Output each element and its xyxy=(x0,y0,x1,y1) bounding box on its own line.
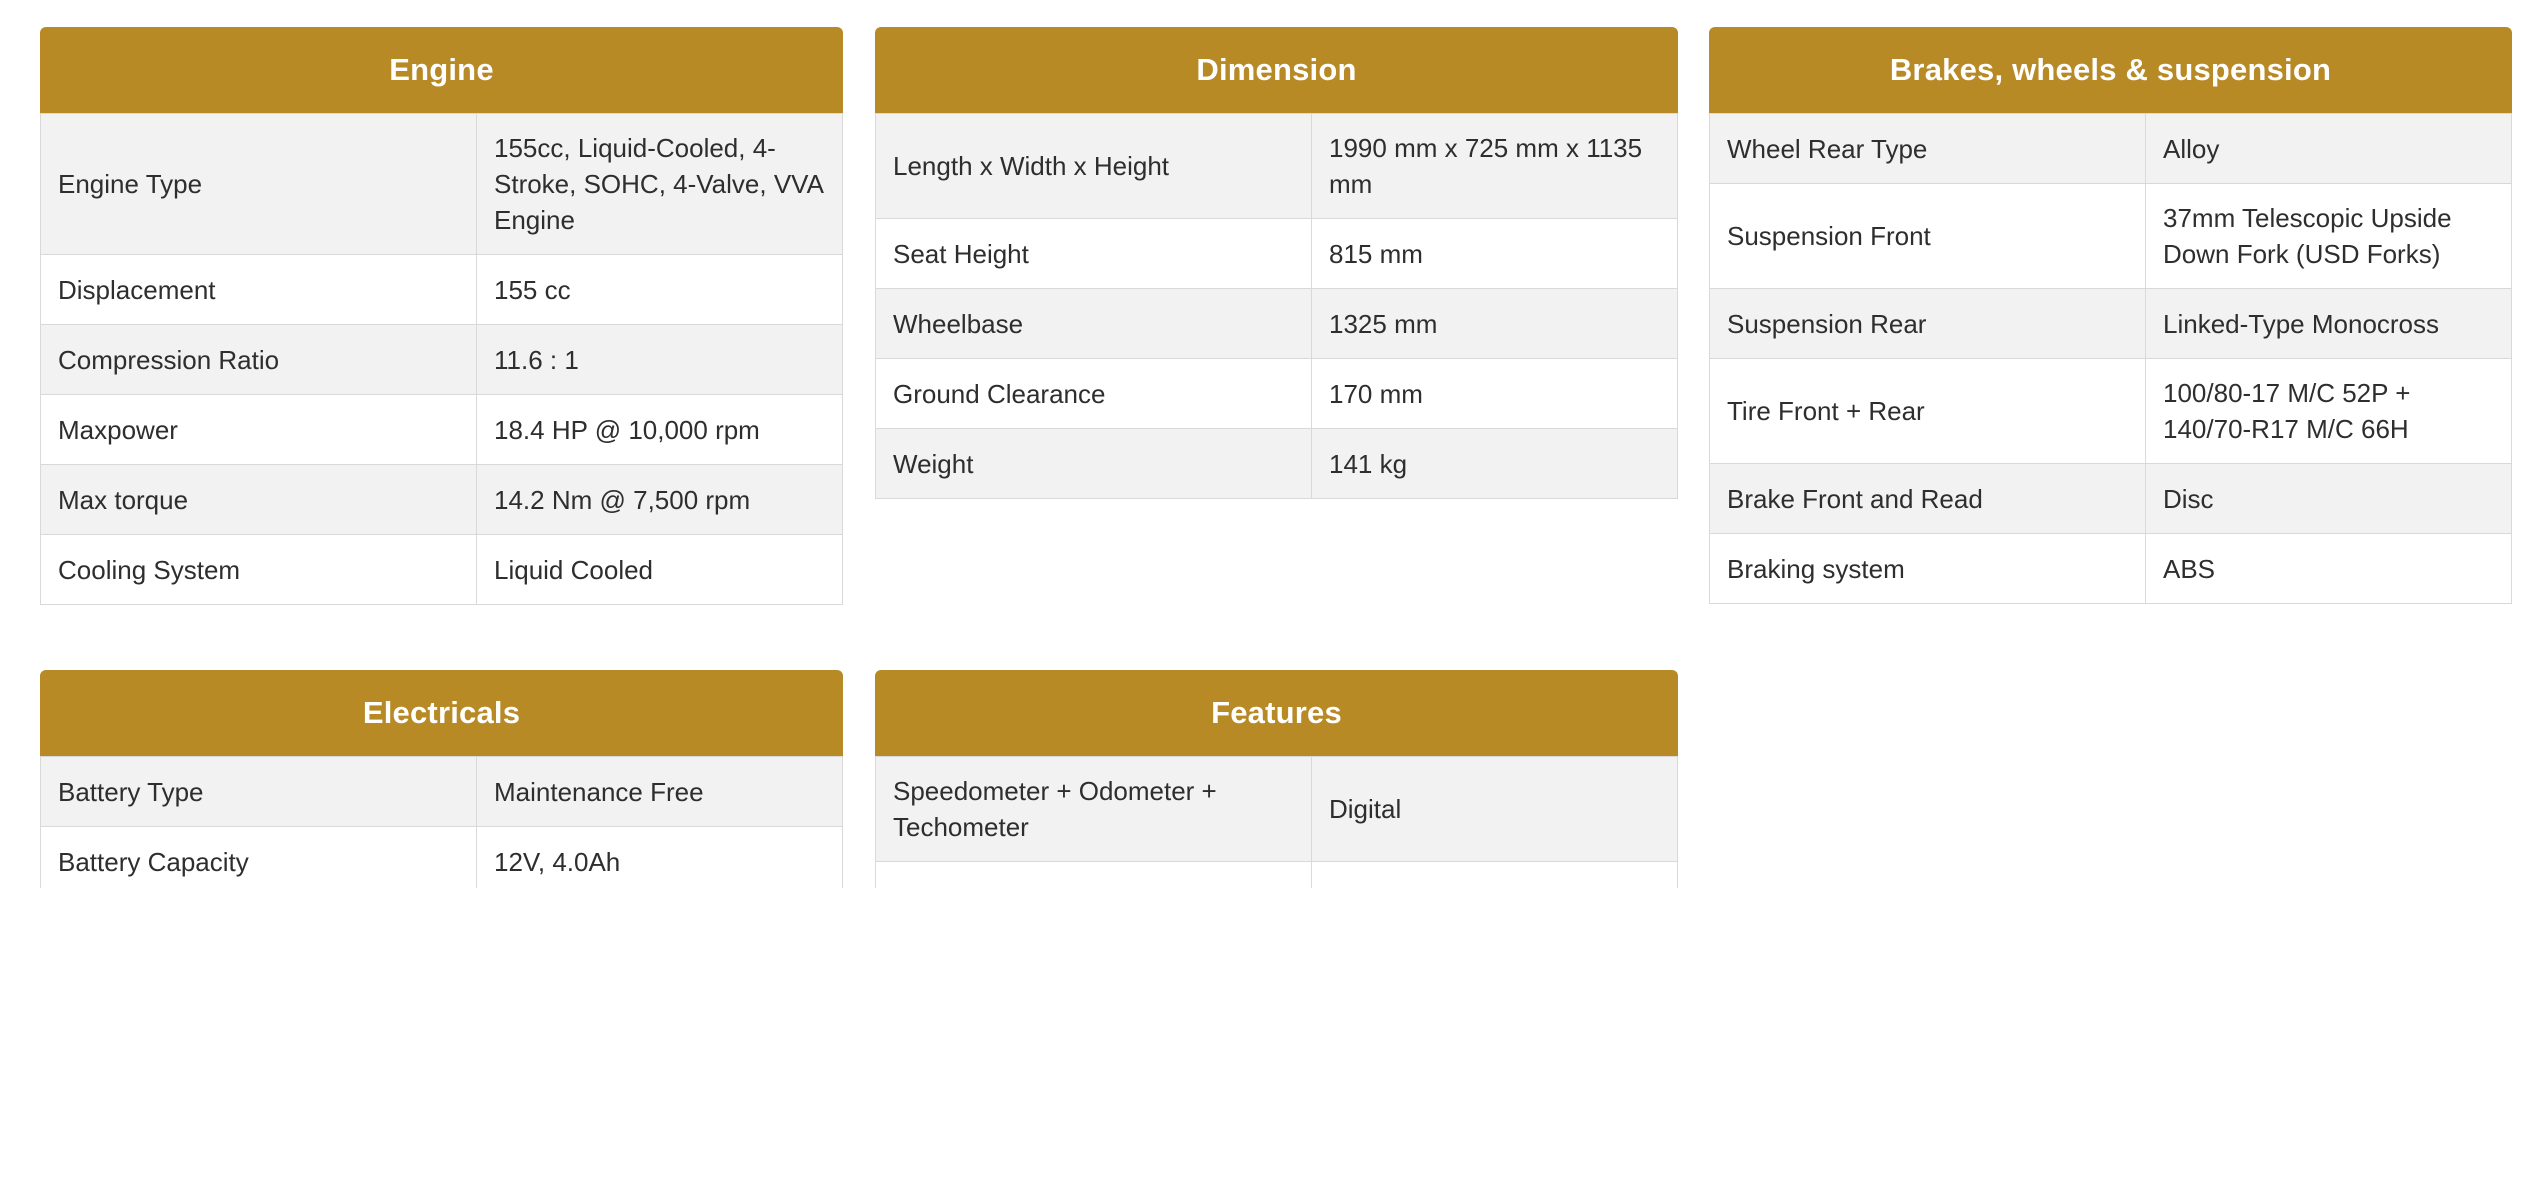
table-row xyxy=(41,827,843,889)
table-row xyxy=(41,757,843,827)
dimension-header: Dimension xyxy=(875,27,1678,113)
table-row xyxy=(41,255,843,325)
spec-label: Maxpower xyxy=(41,395,477,465)
dimension-spec-card xyxy=(875,27,1678,499)
spec-label: Engine Type xyxy=(41,114,477,255)
spec-label: Displacement xyxy=(41,255,477,325)
spec-value: Alloy xyxy=(2146,114,2512,184)
brakes-header: Brakes, wheels & suspension xyxy=(1709,27,2512,113)
table-row xyxy=(876,429,1678,499)
spec-label: Max torque xyxy=(41,465,477,535)
spec-value: 155 cc xyxy=(477,255,843,325)
engine-header: Engine xyxy=(40,27,843,113)
spec-value: 12V, 4.0Ah xyxy=(477,827,843,889)
features-spec-card xyxy=(875,670,1678,888)
table-row xyxy=(41,114,843,255)
spec-value: 1325 mm xyxy=(1312,289,1678,359)
spec-value: 14.2 Nm @ 7,500 rpm xyxy=(477,465,843,535)
table-row xyxy=(876,862,1678,889)
spec-label: Battery Capacity xyxy=(41,827,477,889)
spec-label: Wheel Rear Type xyxy=(1710,114,2146,184)
spec-label: Compression Ratio xyxy=(41,325,477,395)
table-row xyxy=(876,289,1678,359)
spec-value: 155cc, Liquid-Cooled, 4-Stroke, SOHC, 4-Valve, VVA Engine xyxy=(477,114,843,255)
spec-label: Braking system xyxy=(1710,534,2146,604)
table-row xyxy=(1710,359,2512,464)
spec-label: Battery Type xyxy=(41,757,477,827)
spec-label: Ground Clearance xyxy=(876,359,1312,429)
dimension-spec-table xyxy=(875,113,1678,499)
electricals-viewport xyxy=(40,670,843,888)
table-row xyxy=(876,219,1678,289)
table-row xyxy=(1710,114,2512,184)
table-row xyxy=(1710,534,2512,604)
engine-spec-card xyxy=(40,27,843,605)
table-row xyxy=(1710,184,2512,289)
table-row xyxy=(41,395,843,465)
electricals-spec-card xyxy=(40,670,843,888)
spec-value: Disc xyxy=(2146,464,2512,534)
spec-value: Digital xyxy=(1312,757,1678,862)
electricals-spec-table xyxy=(40,756,843,888)
spec-value: 170 mm xyxy=(1312,359,1678,429)
spec-value: 18.4 HP @ 10,000 rpm xyxy=(477,395,843,465)
spec-value: 815 mm xyxy=(1312,219,1678,289)
table-row xyxy=(876,757,1678,862)
spec-value: 11.6 : 1 xyxy=(477,325,843,395)
spec-label: Brake Front and Read xyxy=(1710,464,2146,534)
spec-label: Weight xyxy=(876,429,1312,499)
spec-value: ABS xyxy=(2146,534,2512,604)
features-viewport xyxy=(875,670,1678,888)
spec-label: Tire Front + Rear xyxy=(1710,359,2146,464)
spec-label xyxy=(876,862,1312,889)
spec-value: Linked-Type Monocross xyxy=(2146,289,2512,359)
electricals-header: Electricals xyxy=(40,670,843,756)
spec-value: Liquid Cooled xyxy=(477,535,843,605)
table-row xyxy=(41,325,843,395)
table-row xyxy=(1710,464,2512,534)
spec-value xyxy=(1312,862,1678,889)
table-row xyxy=(1710,289,2512,359)
spec-label: Length x Width x Height xyxy=(876,114,1312,219)
spec-value: 1990 mm x 725 mm x 1135 mm xyxy=(1312,114,1678,219)
spec-label: Cooling System xyxy=(41,535,477,605)
table-row xyxy=(41,535,843,605)
engine-spec-table xyxy=(40,113,843,605)
brakes-spec-table xyxy=(1709,113,2512,604)
spec-label: Wheelbase xyxy=(876,289,1312,359)
table-row xyxy=(876,359,1678,429)
features-spec-table xyxy=(875,756,1678,888)
table-row xyxy=(41,465,843,535)
spec-label: Suspension Front xyxy=(1710,184,2146,289)
table-row xyxy=(876,114,1678,219)
spec-value: 37mm Telescopic Upside Down Fork (USD Forks) xyxy=(2146,184,2512,289)
spec-label: Seat Height xyxy=(876,219,1312,289)
spec-label: Suspension Rear xyxy=(1710,289,2146,359)
spec-label: Speedometer + Odometer + Techometer xyxy=(876,757,1312,862)
spec-value: Maintenance Free xyxy=(477,757,843,827)
features-header: Features xyxy=(875,670,1678,756)
spec-value: 141 kg xyxy=(1312,429,1678,499)
spec-value: 100/80-17 M/C 52P + 140/70-R17 M/C 66H xyxy=(2146,359,2512,464)
brakes-spec-card xyxy=(1709,27,2512,604)
